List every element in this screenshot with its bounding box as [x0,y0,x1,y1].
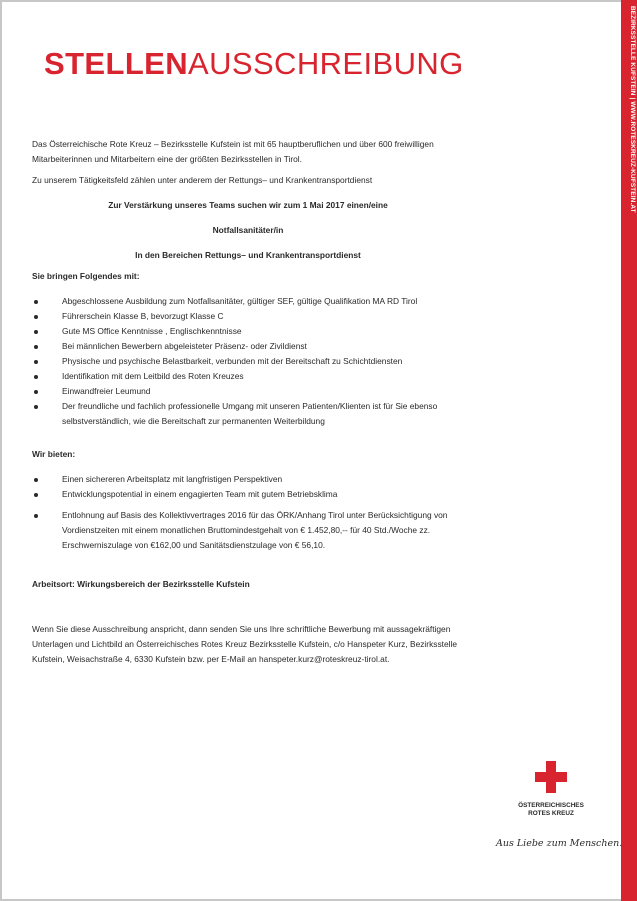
page-border-left [0,0,2,901]
list-item: Identifikation mit dem Leitbild des Roten Kreuzes [32,369,464,384]
list-item: Einen sichereren Arbeitsplatz mit langfristigen Perspektiven [32,472,464,487]
side-color-bar [621,0,637,901]
red-cross-icon [534,760,568,794]
offer-list [32,472,464,553]
list-item: Entwicklungspotential in einem engagierten Team mit gutem Betriebsklima [32,487,464,502]
intro-paragraph-2: Zu unserem Tätigkeitsfeld zählen unter anderem der Rettungs– und Krankentransportdienst [32,175,373,185]
list-item: Gute MS Office Kenntnisse , Englischkenntnisse [32,324,464,339]
logo-line-1: ÖSTERREICHISCHES [518,802,584,809]
requirements-heading: Sie bringen Folgendes mit: [32,271,140,281]
page-title [44,46,464,82]
list-item: Führerschein Klasse B, bevorzugt Klasse C [32,309,464,324]
document-body [32,137,464,667]
headline-department: In den Bereichen Rettungs– und Krankentransportdienst [135,250,361,260]
requirements-list [32,294,464,429]
list-item: Physische und psychische Belastbarkeit, verbunden mit der Bereitschaft zu Schichtdiensten [32,354,464,369]
logo-text [506,802,596,818]
list-item: Bei männlichen Bewerbern abgeleisteter Präsenz- oder Zivildienst [32,339,464,354]
list-item: Einwandfreier Leumund [32,384,464,399]
list-item: Entlohnung auf Basis des Kollektivvertrages 2016 für das ÖRK/Anhang Tirol unter Berücksichtigung von Vordienstzeiten mit einem monatlichen Bruttomindestgehalt von € 1.452,80,-- für 40 Std./Woche zz. Erschwerniszulage von €162,00 und Sanitätsdienstzulage von € 56,10. [32,508,464,553]
application-paragraph: Wenn Sie diese Ausschreibung anspricht, dann senden Sie uns Ihre schriftliche Bewerbung mit aussagekräftigen Unterlagen und Lichtbild an Österreichisches Rotes Kreuz Bezirksstelle Kufstein, c/o Hanspeter Kurz, Bezirksstelle Kufstein, Weisachstraße 4, 6330 Kufstein bzw. per E-Mail an hanspeter.kurz@roteskreuz-tirol.at. [32,624,457,664]
side-bar-text: BEZIRKSSTELLE KUFSTEIN | WWW.ROTESKREUZ-KUFSTEIN.AT [629,6,636,213]
red-cross-logo [506,760,596,818]
list-item: Abgeschlossene Ausbildung zum Notfallsanitäter, gültiger SEF, gültige Qualifikation MA RD Tirol [32,294,464,309]
title-bold-part: STELLEN [44,46,189,81]
offer-heading: Wir bieten: [32,449,76,459]
slogan: Aus Liebe zum Menschen. [496,838,623,849]
title-light-part: AUSSCHREIBUNG [188,46,464,81]
intro-paragraph-1: Das Österreichische Rote Kreuz – Bezirksstelle Kufstein ist mit 65 hauptberuflichen und über 600 freiwilligen Mitarbeiterinnen und Mitarbeitern eine der größten Bezirksstellen in Tirol. [32,139,434,164]
headline-recruiting: Zur Verstärkung unseres Teams suchen wir zum 1 Mai 2017 einen/eine [108,200,388,210]
workplace-line: Arbeitsort: Wirkungsbereich der Bezirksstelle Kufstein [32,579,250,589]
logo-line-2: ROTES KREUZ [528,810,574,817]
list-item: Der freundliche und fachlich professionelle Umgang mit unseren Patienten/Klienten ist für Sie ebenso selbstverständlich, wie die Bereitschaft zur permanenten Weiterbildung [32,399,464,429]
page-border-top [0,0,637,2]
headline-position: Notfallsanitäter/in [212,225,284,235]
